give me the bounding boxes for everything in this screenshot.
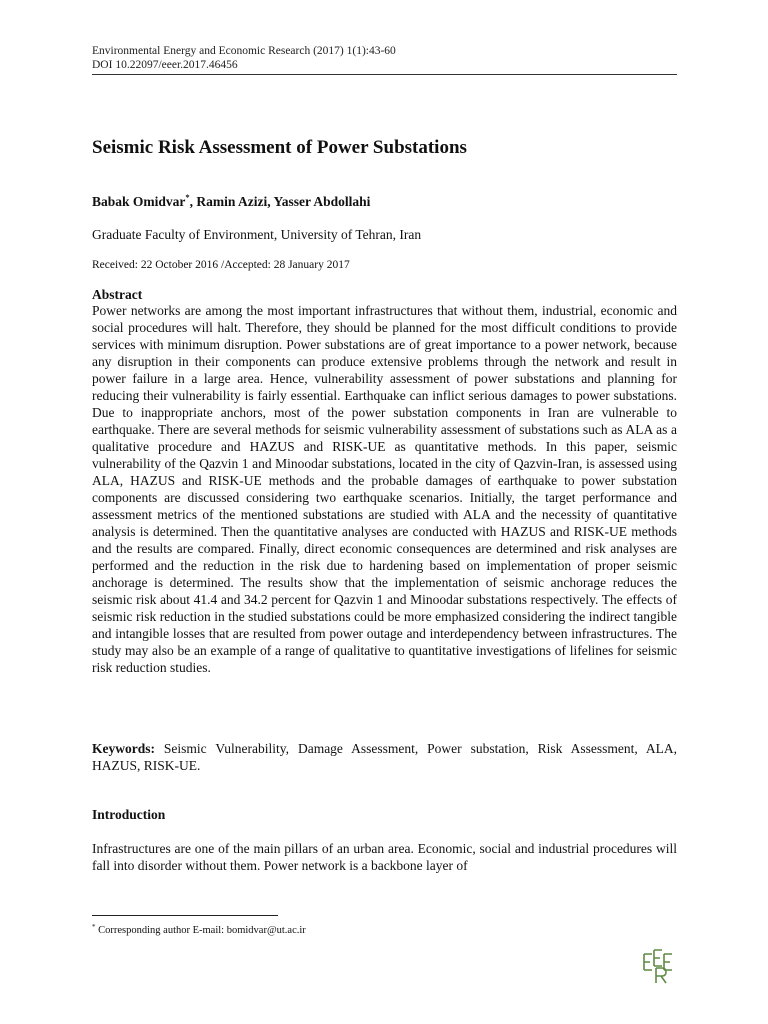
abstract-text: Power networks are among the most important infrastructures that without them, industrial, economic and social procedures will halt. Therefore, they should be planned for the most difficult conditions to provide services with minimum disruption. Power substations are of great importance to a power network, because any disruption in their components can produce extensive problems through the network and result in power failure in a large area. Hence, vulnerability assessment of power substations and planning for reducing their vulnerability is fairly essential. Earthquake can inflict serious damages to power substations. Due to inappropriate anchors, most of the power substation components in Iran are vulnerable to earthquake. There are several methods for seismic vulnerability assessment of substations such as ALA as a qualitative procedure and HAZUS and RISK-UE as quantitative methods. In this paper, seismic vulnerability of the Qazvin 1 and Minoodar substations, located in the city of Qazvin-Iran, is assessed using ALA, HAZUS and RISK-UE methods and the probable damages of earthquake to power substation components are discussed considering two earthquake scenarios. Initially, the target performance and assessment metrics of the mentioned substations are studied with ALA and the necessity of quantitative analysis is determined. Then the quantitative analyses are conducted with HAZUS and RISK-UE methods and the results are compared. Finally, direct economic consequences are determined and risk analyses are performed and the reduction in the risk due to hardening based on implementation of proper seismic anchorage is determined. The results show that the implementation of seismic anchorage reduces the seismic risk about 41.4 and 34.2 percent for Qazvin 1 and Minoodar substations respectively. The effects of seismic risk reduction in the studied substations could be more emphasized considering the indirect tangible and intangible losses that are resulted from power outage and interdependency between infrastructures. The study may also be an example of a range of qualitative to quantitative investigations of lifelines for seismic risk reduction studies. [92, 303, 677, 675]
footnote-rule [92, 915, 278, 916]
paper-title: Seismic Risk Assessment of Power Substations [92, 137, 467, 158]
affiliation: Graduate Faculty of Environment, University of Tehran, Iran [92, 227, 422, 242]
keywords-label: Keywords: [92, 741, 155, 756]
abstract-heading: Abstract [92, 287, 143, 302]
received-accepted-dates: Received: 22 October 2016 /Accepted: 28 January 2017 [92, 259, 350, 271]
footnote [92, 924, 306, 937]
header-rule [92, 74, 677, 75]
keywords-text: Seismic Vulnerability, Damage Assessment, Power substation, Risk Assessment, ALA, HAZUS, RISK-UE. [92, 741, 677, 773]
introduction-text: Infrastructures are one of the main pillars of an urban area. Economic, social and industrial procedures will fall into disorder without them. Power network is a backbone layer of [92, 841, 677, 873]
doi: DOI 10.22097/eeer.2017.46456 [92, 59, 238, 71]
paper-page [92, 0, 677, 1024]
author-first: Babak Omidvar [92, 194, 186, 209]
corresponding-author-mark: * [185, 192, 190, 202]
eeer-logo [640, 948, 680, 984]
footnote-mark: * [92, 923, 96, 931]
journal-citation: Environmental Energy and Economic Research (2017) 1(1):43-60 [92, 45, 396, 57]
footnote-text: Corresponding author E-mail: bomidvar@ut.ac.ir [95, 925, 306, 936]
introduction-heading: Introduction [92, 807, 166, 822]
author-list [92, 193, 370, 210]
keywords [92, 740, 677, 774]
author-others: , Ramin Azizi, Yasser Abdollahi [189, 194, 371, 209]
